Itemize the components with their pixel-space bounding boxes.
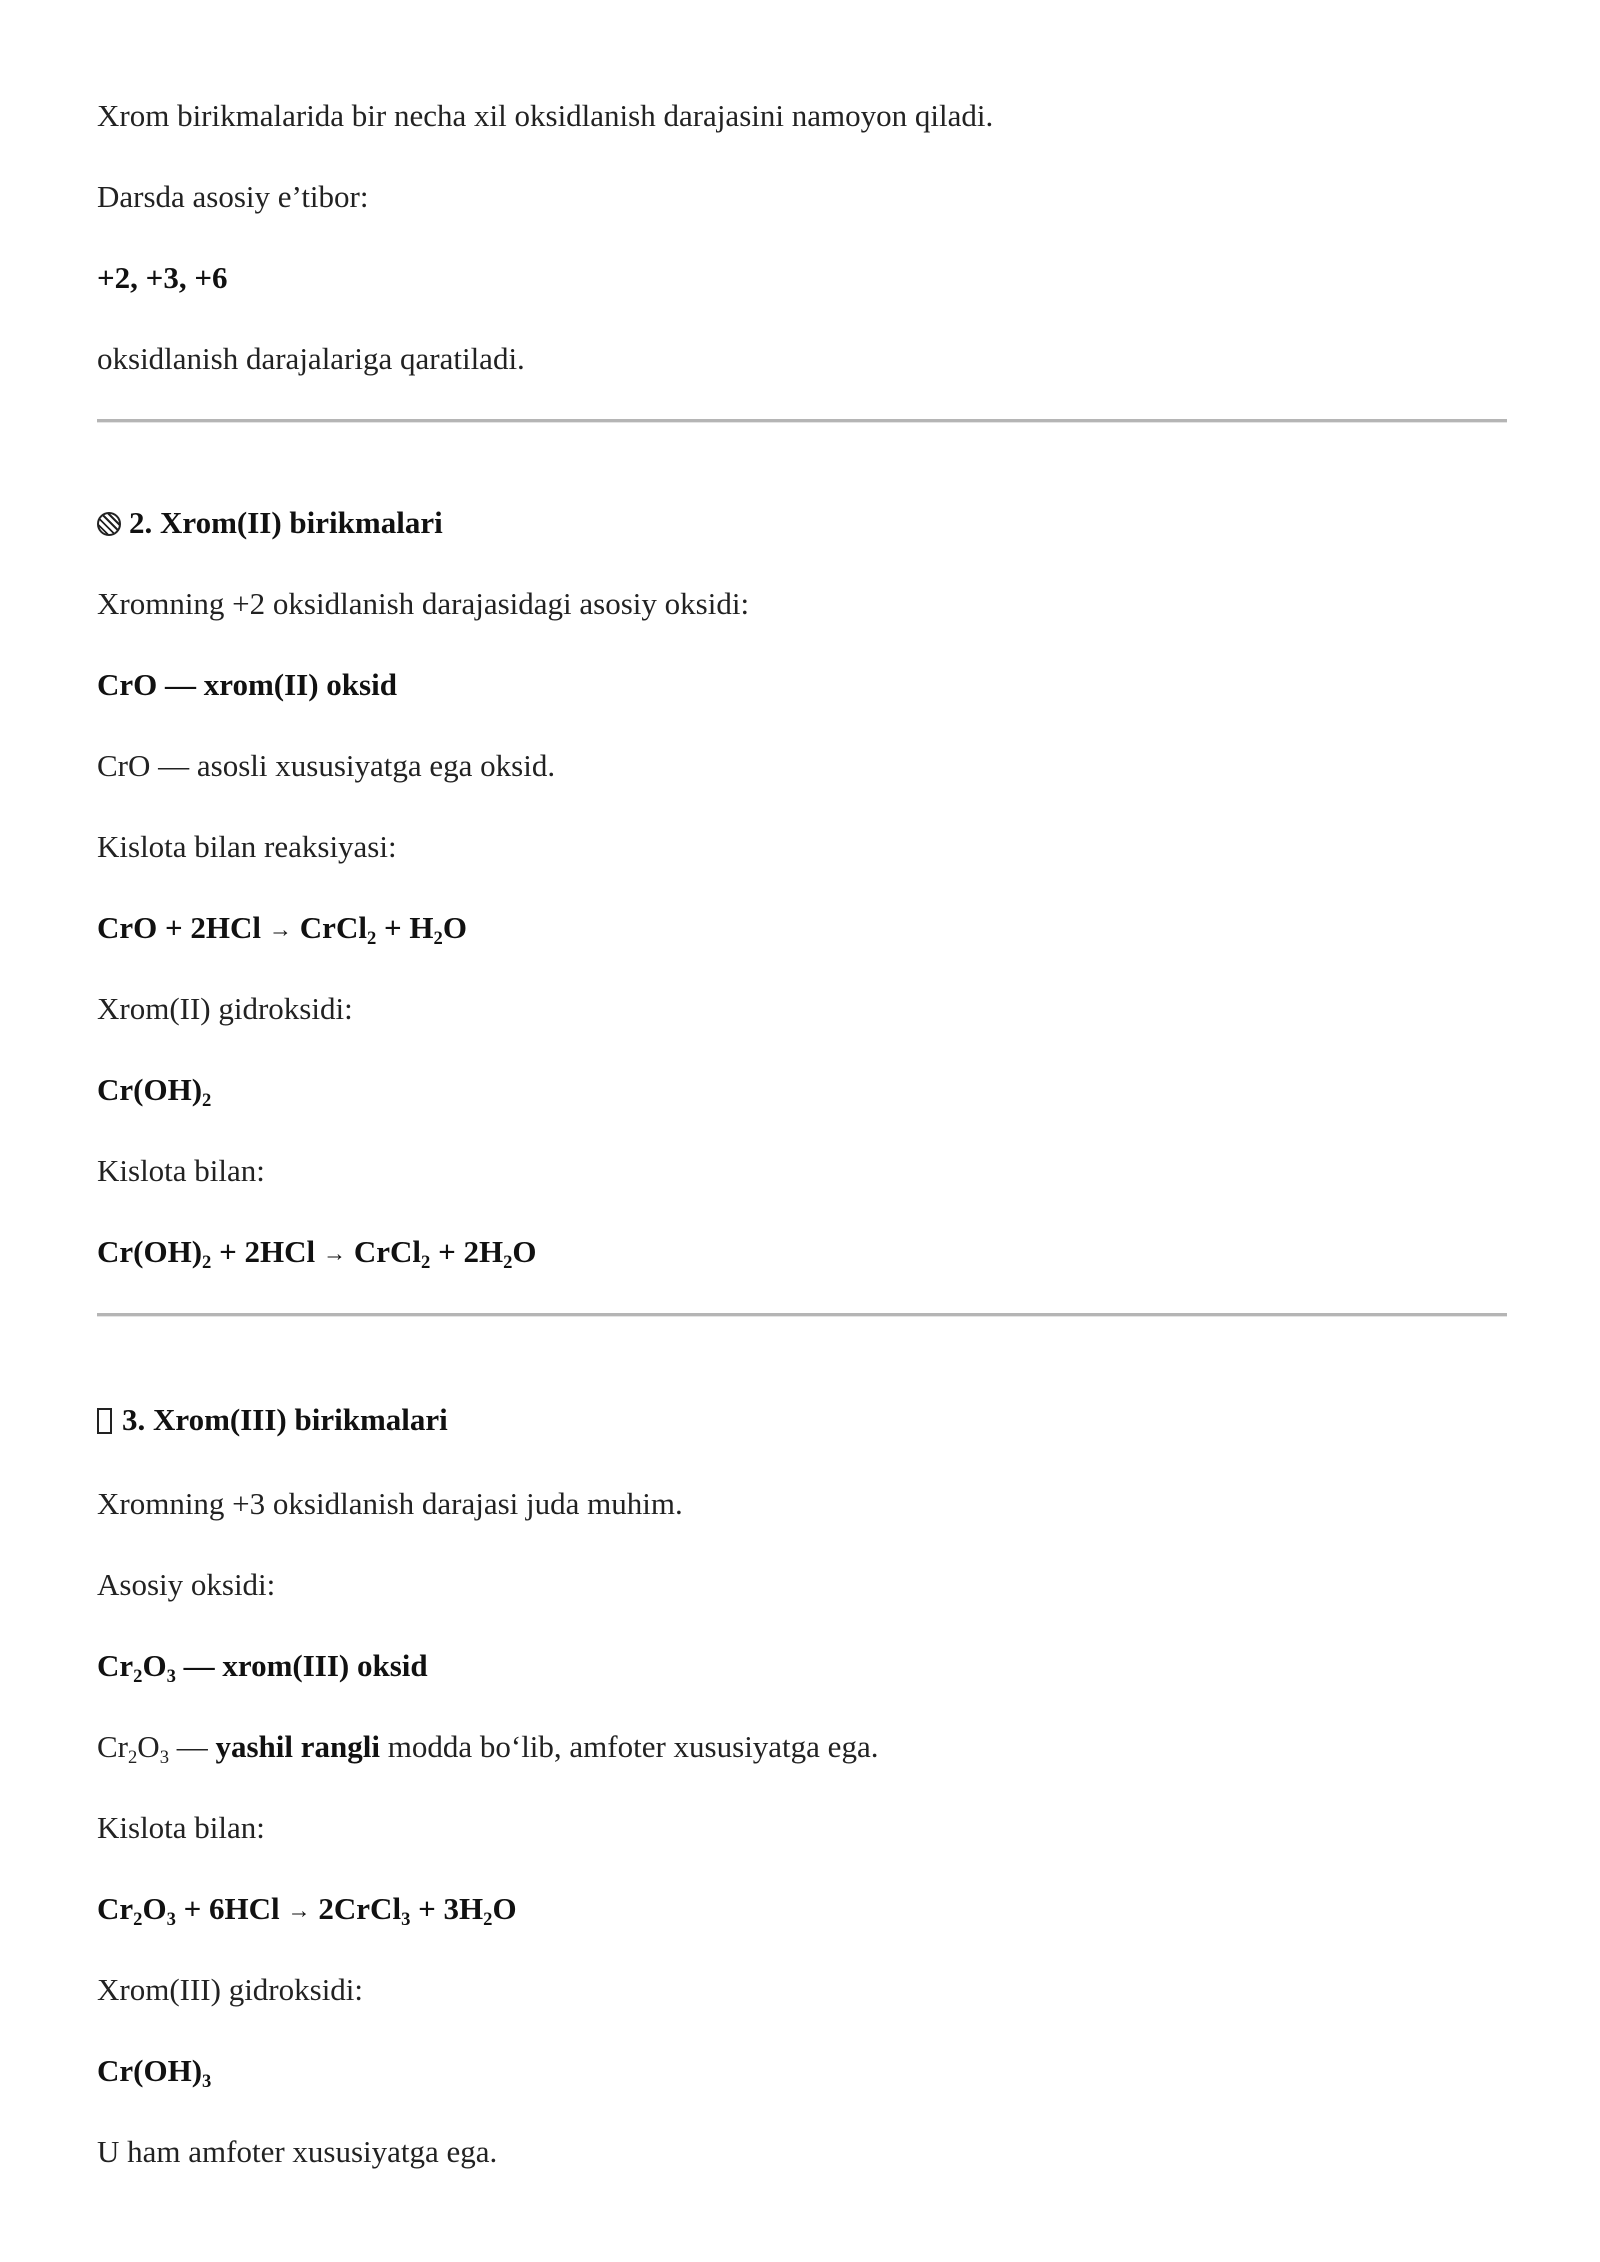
arrow-icon: → [287,1897,311,1924]
section3-intro: Xromning +3 oksidlanish darajasi juda muhim. [97,1486,683,1521]
hydroxide-formula: $Cr(OH)_3$ [97,2053,212,2092]
hydroxide-label: Xrom(III) gidroksidi: [97,1972,364,2007]
hatched-circle-icon [97,512,121,536]
section-divider [97,419,1507,423]
closing-text: U ham amfoter xususiyatga ega. [97,2134,498,2169]
oxide-label: Asosiy oksidi: [97,1567,276,1602]
section-heading-3 [97,1404,448,1435]
reaction-equation: $Cr_2O_3 + 6HCl$ → 2CrCl$_3$ + $3H_2O$ [97,1891,517,1930]
missing-glyph-icon [97,1408,112,1434]
oxide-note: CrO — asosli xususiyatga ega oksid. [97,748,556,783]
hydroxide-formula: $Cr(OH)_2$ [97,1072,212,1111]
intro-conclusion: oksidlanish darajalariga qaratiladi. [97,341,525,376]
acid-reaction-label: Kislota bilan reaksiyasi: [97,829,397,864]
section2-intro: Xromning +2 oksidlanish darajasidagi asosiy oksidi: [97,586,750,621]
acid-label: Kislota bilan: [97,1810,265,1845]
acid-label: Kislota bilan: [97,1153,265,1188]
hydroxide-label: Xrom(II) gidroksidi: [97,991,353,1026]
oxidation-states: +2, +3, +6 [97,260,228,295]
intro-focus-label: Darsda asosiy e’tibor: [97,179,369,214]
reaction-equation: CrO + 2HCl → CrCl$_2$ + $H_2O$ [97,910,467,949]
arrow-icon: → [322,1240,347,1267]
oxide-formula: $Cr_2O_3$ — xrom(III) oksid [97,1648,428,1687]
reaction-equation: $Cr(OH)_2 + 2HCl$ → CrCl$_2$ + $2H_2O$ [97,1234,537,1273]
section-heading-text: 2. Xrom(II) birikmalari [129,505,443,540]
section-divider [97,1313,1507,1317]
oxide-formula: CrO — xrom(II) oksid [97,667,397,702]
oxide-note: $Cr_2O_3$ — yashil rangli modda bo‘lib, amfoter xususiyatga ega. [97,1729,879,1768]
intro-text: Xrom birikmalarida bir necha xil oksidlanish darajasini namoyon qiladi. [97,98,994,133]
section-heading-2 [97,507,443,538]
section-heading-text: 3. Xrom(III) birikmalari [122,1402,448,1437]
arrow-icon: → [268,916,293,943]
